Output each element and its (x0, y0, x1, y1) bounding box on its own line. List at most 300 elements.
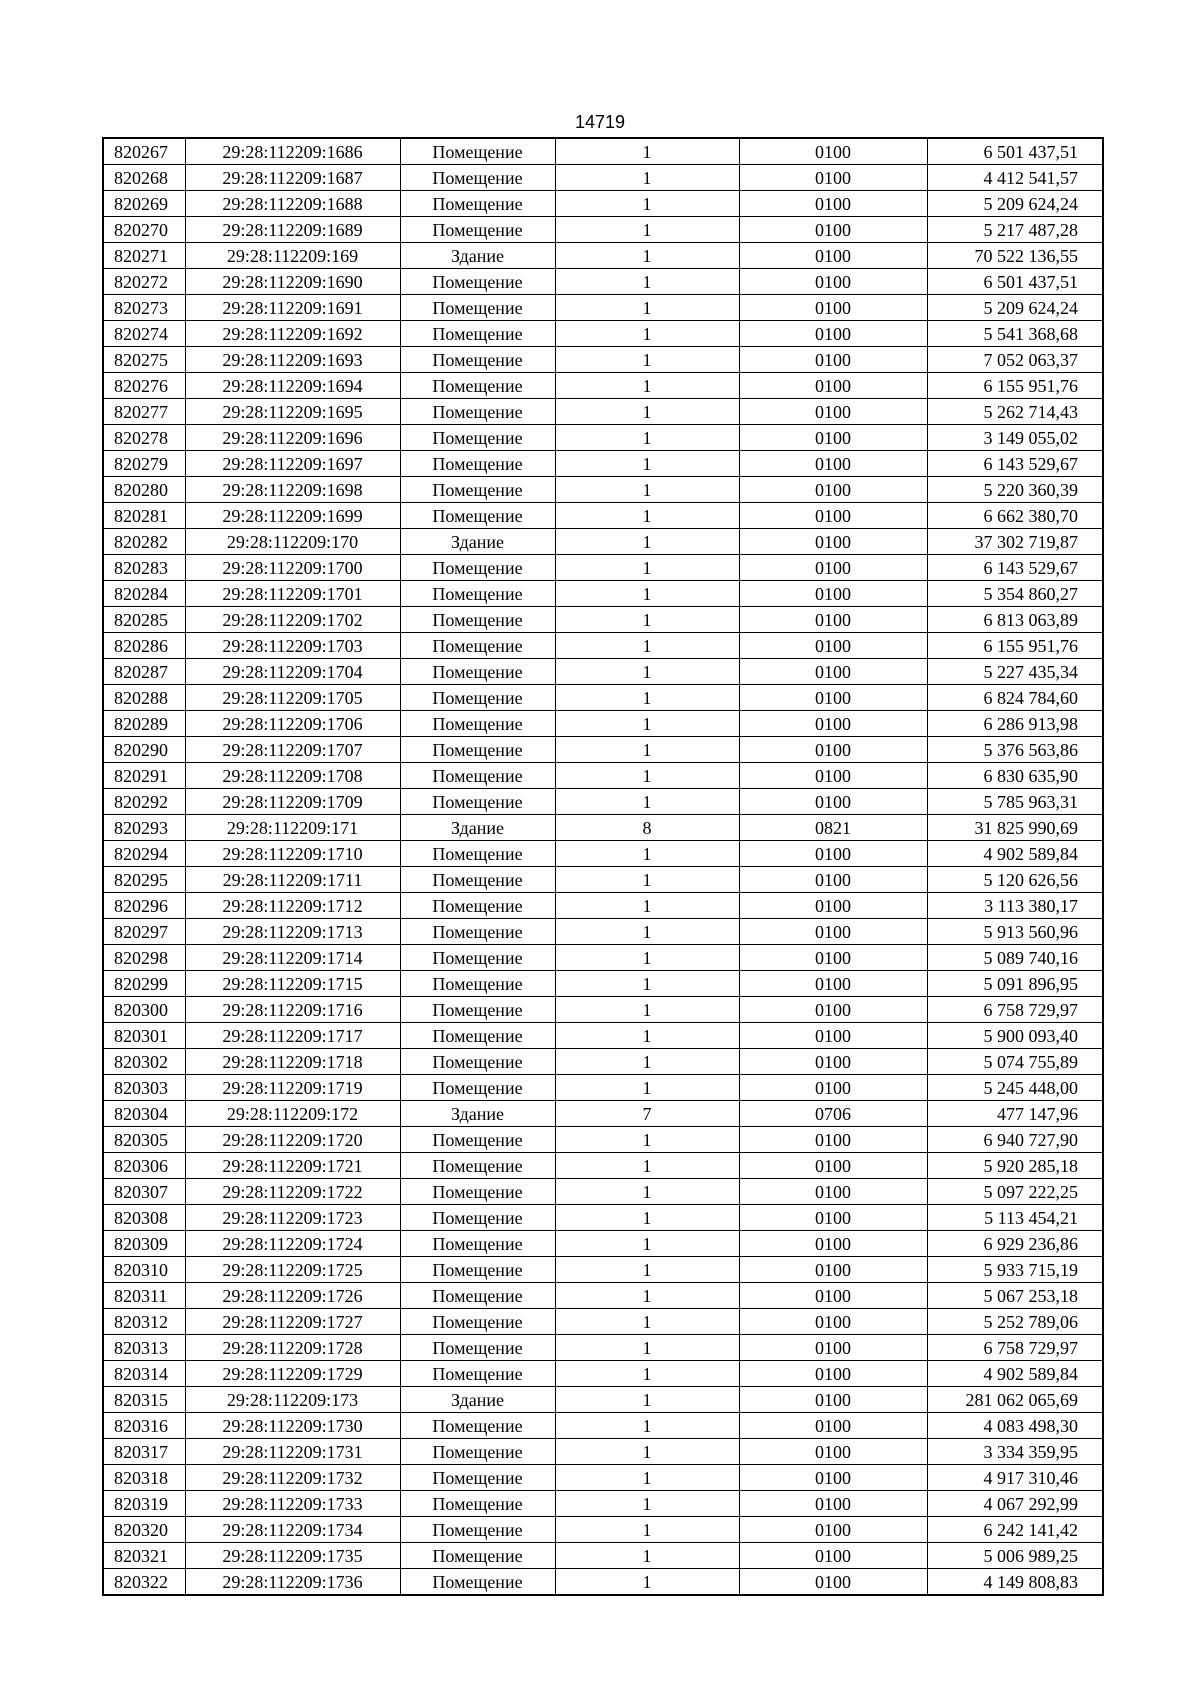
group-code-cell: 1 (555, 1231, 739, 1257)
row-number-cell: 820309 (103, 1231, 185, 1257)
object-type-cell: Здание (400, 529, 555, 555)
table-row (103, 269, 1103, 295)
cadastral-value-cell: 5 245 448,00 (927, 1075, 1103, 1101)
table-row (103, 477, 1103, 503)
subgroup-code-cell: 0100 (739, 685, 927, 711)
cadastral-value-cell: 6 155 951,76 (927, 373, 1103, 399)
object-type-cell: Помещение (400, 191, 555, 217)
subgroup-code-cell: 0100 (739, 1387, 927, 1413)
table-row (103, 1569, 1103, 1596)
table-row (103, 1439, 1103, 1465)
group-code-cell: 1 (555, 269, 739, 295)
cadastral-number-cell: 29:28:112209:1734 (185, 1517, 400, 1543)
cadastral-number-cell: 29:28:112209:171 (185, 815, 400, 841)
row-number-cell: 820280 (103, 477, 185, 503)
subgroup-code-cell: 0100 (739, 867, 927, 893)
table-row (103, 607, 1103, 633)
object-type-cell: Помещение (400, 1491, 555, 1517)
group-code-cell: 1 (555, 1205, 739, 1231)
row-number-cell: 820272 (103, 269, 185, 295)
row-number-cell: 820269 (103, 191, 185, 217)
subgroup-code-cell: 0100 (739, 1127, 927, 1153)
table-row (103, 789, 1103, 815)
subgroup-code-cell: 0100 (739, 1153, 927, 1179)
subgroup-code-cell: 0100 (739, 581, 927, 607)
object-type-cell: Помещение (400, 581, 555, 607)
group-code-cell: 1 (555, 295, 739, 321)
group-code-cell: 1 (555, 1413, 739, 1439)
row-number-cell: 820320 (103, 1517, 185, 1543)
object-type-cell: Помещение (400, 685, 555, 711)
cadastral-value-cell: 6 758 729,97 (927, 997, 1103, 1023)
group-code-cell: 1 (555, 841, 739, 867)
object-type-cell: Помещение (400, 1127, 555, 1153)
table-row (103, 1205, 1103, 1231)
cadastral-value-cell: 5 900 093,40 (927, 1023, 1103, 1049)
row-number-cell: 820283 (103, 555, 185, 581)
subgroup-code-cell: 0100 (739, 1543, 927, 1569)
table-row (103, 451, 1103, 477)
object-type-cell: Помещение (400, 1023, 555, 1049)
group-code-cell: 1 (555, 529, 739, 555)
group-code-cell: 1 (555, 789, 739, 815)
table-row (103, 191, 1103, 217)
group-code-cell: 1 (555, 581, 739, 607)
row-number-cell: 820322 (103, 1569, 185, 1596)
group-code-cell: 1 (555, 1543, 739, 1569)
object-type-cell: Помещение (400, 789, 555, 815)
subgroup-code-cell: 0100 (739, 607, 927, 633)
cadastral-number-cell: 29:28:112209:1686 (185, 138, 400, 165)
subgroup-code-cell: 0100 (739, 529, 927, 555)
object-type-cell: Помещение (400, 1361, 555, 1387)
cadastral-number-cell: 29:28:112209:1701 (185, 581, 400, 607)
cadastral-value-cell: 6 155 951,76 (927, 633, 1103, 659)
row-number-cell: 820281 (103, 503, 185, 529)
cadastral-value-cell: 5 113 454,21 (927, 1205, 1103, 1231)
table-row (103, 763, 1103, 789)
row-number-cell: 820298 (103, 945, 185, 971)
subgroup-code-cell: 0100 (739, 269, 927, 295)
group-code-cell: 8 (555, 815, 739, 841)
subgroup-code-cell: 0100 (739, 1465, 927, 1491)
cadastral-value-cell: 281 062 065,69 (927, 1387, 1103, 1413)
cadastral-value-cell: 6 501 437,51 (927, 138, 1103, 165)
cadastral-value-cell: 5 074 755,89 (927, 1049, 1103, 1075)
cadastral-number-cell: 29:28:112209:1732 (185, 1465, 400, 1491)
group-code-cell: 1 (555, 919, 739, 945)
cadastral-value-cell: 6 662 380,70 (927, 503, 1103, 529)
table-row (103, 685, 1103, 711)
row-number-cell: 820285 (103, 607, 185, 633)
table-row (103, 1049, 1103, 1075)
page-number: 14719 (574, 112, 626, 132)
group-code-cell: 1 (555, 451, 739, 477)
subgroup-code-cell: 0100 (739, 1361, 927, 1387)
cadastral-number-cell: 29:28:112209:1692 (185, 321, 400, 347)
subgroup-code-cell: 0100 (739, 425, 927, 451)
cadastral-value-cell: 5 262 714,43 (927, 399, 1103, 425)
object-type-cell: Помещение (400, 997, 555, 1023)
cadastral-value-cell: 4 917 310,46 (927, 1465, 1103, 1491)
subgroup-code-cell: 0100 (739, 1439, 927, 1465)
table-row (103, 243, 1103, 269)
object-type-cell: Здание (400, 1387, 555, 1413)
cadastral-value-cell: 37 302 719,87 (927, 529, 1103, 555)
cadastral-number-cell: 29:28:112209:1696 (185, 425, 400, 451)
group-code-cell: 1 (555, 1257, 739, 1283)
cadastral-value-cell: 5 067 253,18 (927, 1283, 1103, 1309)
row-number-cell: 820317 (103, 1439, 185, 1465)
row-number-cell: 820315 (103, 1387, 185, 1413)
cadastral-value-cell: 5 209 624,24 (927, 191, 1103, 217)
row-number-cell: 820273 (103, 295, 185, 321)
cadastral-number-cell: 29:28:112209:1711 (185, 867, 400, 893)
subgroup-code-cell: 0100 (739, 1517, 927, 1543)
row-number-cell: 820318 (103, 1465, 185, 1491)
subgroup-code-cell: 0100 (739, 451, 927, 477)
cadastral-number-cell: 29:28:112209:1698 (185, 477, 400, 503)
table-row (103, 1465, 1103, 1491)
cadastral-value-cell: 5 541 368,68 (927, 321, 1103, 347)
cadastral-value-cell: 5 252 789,06 (927, 1309, 1103, 1335)
cadastral-number-cell: 29:28:112209:1730 (185, 1413, 400, 1439)
cadastral-number-cell: 29:28:112209:1726 (185, 1283, 400, 1309)
object-type-cell: Помещение (400, 841, 555, 867)
cadastral-value-cell: 5 913 560,96 (927, 919, 1103, 945)
cadastral-number-cell: 29:28:112209:1725 (185, 1257, 400, 1283)
object-type-cell: Помещение (400, 893, 555, 919)
object-type-cell: Здание (400, 815, 555, 841)
table-row (103, 1517, 1103, 1543)
table-row (103, 1283, 1103, 1309)
cadastral-value-cell: 5 785 963,31 (927, 789, 1103, 815)
cadastral-value-cell: 5 089 740,16 (927, 945, 1103, 971)
row-number-cell: 820294 (103, 841, 185, 867)
cadastral-number-cell: 29:28:112209:169 (185, 243, 400, 269)
table-row (103, 711, 1103, 737)
cadastral-number-cell: 29:28:112209:170 (185, 529, 400, 555)
cadastral-number-cell: 29:28:112209:1733 (185, 1491, 400, 1517)
row-number-cell: 820304 (103, 1101, 185, 1127)
cadastral-value-cell: 31 825 990,69 (927, 815, 1103, 841)
group-code-cell: 1 (555, 607, 739, 633)
table-row (103, 217, 1103, 243)
group-code-cell: 1 (555, 867, 739, 893)
cadastral-value-cell: 5 209 624,24 (927, 295, 1103, 321)
subgroup-code-cell: 0100 (739, 659, 927, 685)
row-number-cell: 820299 (103, 971, 185, 997)
cadastral-number-cell: 29:28:112209:1697 (185, 451, 400, 477)
group-code-cell: 1 (555, 1283, 739, 1309)
group-code-cell: 1 (555, 633, 739, 659)
group-code-cell: 1 (555, 945, 739, 971)
subgroup-code-cell: 0100 (739, 347, 927, 373)
row-number-cell: 820295 (103, 867, 185, 893)
row-number-cell: 820275 (103, 347, 185, 373)
table-row (103, 399, 1103, 425)
subgroup-code-cell: 0100 (739, 138, 927, 165)
object-type-cell: Помещение (400, 1231, 555, 1257)
subgroup-code-cell: 0100 (739, 763, 927, 789)
cadastral-number-cell: 29:28:112209:1695 (185, 399, 400, 425)
cadastral-value-cell: 70 522 136,55 (927, 243, 1103, 269)
cadastral-value-cell: 4 412 541,57 (927, 165, 1103, 191)
group-code-cell: 1 (555, 1127, 739, 1153)
table-row (103, 555, 1103, 581)
row-number-cell: 820289 (103, 711, 185, 737)
cadastral-value-cell: 6 830 635,90 (927, 763, 1103, 789)
object-type-cell: Помещение (400, 165, 555, 191)
object-type-cell: Помещение (400, 1569, 555, 1596)
table-row (103, 1101, 1103, 1127)
object-type-cell: Помещение (400, 1075, 555, 1101)
subgroup-code-cell: 0100 (739, 399, 927, 425)
object-type-cell: Помещение (400, 1257, 555, 1283)
cadastral-number-cell: 29:28:112209:1706 (185, 711, 400, 737)
cadastral-number-cell: 29:28:112209:1724 (185, 1231, 400, 1257)
cadastral-value-cell: 6 143 529,67 (927, 451, 1103, 477)
row-number-cell: 820297 (103, 919, 185, 945)
subgroup-code-cell: 0100 (739, 1491, 927, 1517)
row-number-cell: 820307 (103, 1179, 185, 1205)
cadastral-number-cell: 29:28:112209:1721 (185, 1153, 400, 1179)
row-number-cell: 820267 (103, 138, 185, 165)
table-row (103, 373, 1103, 399)
table-row (103, 815, 1103, 841)
subgroup-code-cell: 0100 (739, 1231, 927, 1257)
row-number-cell: 820278 (103, 425, 185, 451)
object-type-cell: Помещение (400, 867, 555, 893)
group-code-cell: 1 (555, 1491, 739, 1517)
cadastral-number-cell: 29:28:112209:1709 (185, 789, 400, 815)
row-number-cell: 820302 (103, 1049, 185, 1075)
row-number-cell: 820284 (103, 581, 185, 607)
group-code-cell: 1 (555, 425, 739, 451)
cadastral-value-cell: 3 113 380,17 (927, 893, 1103, 919)
row-number-cell: 820276 (103, 373, 185, 399)
group-code-cell: 1 (555, 477, 739, 503)
table-row (103, 425, 1103, 451)
object-type-cell: Помещение (400, 347, 555, 373)
subgroup-code-cell: 0100 (739, 789, 927, 815)
subgroup-code-cell: 0100 (739, 1075, 927, 1101)
row-number-cell: 820303 (103, 1075, 185, 1101)
row-number-cell: 820321 (103, 1543, 185, 1569)
group-code-cell: 1 (555, 737, 739, 763)
table-row (103, 1023, 1103, 1049)
table-row (103, 971, 1103, 997)
object-type-cell: Помещение (400, 1335, 555, 1361)
cadastral-value-cell: 6 824 784,60 (927, 685, 1103, 711)
subgroup-code-cell: 0100 (739, 919, 927, 945)
object-type-cell: Помещение (400, 1413, 555, 1439)
object-type-cell: Помещение (400, 425, 555, 451)
group-code-cell: 1 (555, 711, 739, 737)
subgroup-code-cell: 0100 (739, 945, 927, 971)
row-number-cell: 820291 (103, 763, 185, 789)
object-type-cell: Помещение (400, 1049, 555, 1075)
cadastral-number-cell: 29:28:112209:1687 (185, 165, 400, 191)
cadastral-number-cell: 29:28:112209:1704 (185, 659, 400, 685)
cadastral-value-cell: 3 149 055,02 (927, 425, 1103, 451)
group-code-cell: 1 (555, 1049, 739, 1075)
object-type-cell: Помещение (400, 503, 555, 529)
cadastral-number-cell: 29:28:112209:1689 (185, 217, 400, 243)
cadastral-value-cell: 5 354 860,27 (927, 581, 1103, 607)
cadastral-number-cell: 29:28:112209:1705 (185, 685, 400, 711)
subgroup-code-cell: 0100 (739, 1309, 927, 1335)
object-type-cell: Помещение (400, 399, 555, 425)
subgroup-code-cell: 0100 (739, 971, 927, 997)
object-type-cell: Здание (400, 1101, 555, 1127)
table-row (103, 529, 1103, 555)
cadastral-value-cell: 6 242 141,42 (927, 1517, 1103, 1543)
object-type-cell: Помещение (400, 1309, 555, 1335)
row-number-cell: 820308 (103, 1205, 185, 1231)
cadastral-number-cell: 29:28:112209:1702 (185, 607, 400, 633)
table-row (103, 945, 1103, 971)
group-code-cell: 1 (555, 1517, 739, 1543)
row-number-cell: 820288 (103, 685, 185, 711)
object-type-cell: Помещение (400, 138, 555, 165)
cadastral-value-cell: 5 220 360,39 (927, 477, 1103, 503)
object-type-cell: Помещение (400, 217, 555, 243)
cadastral-number-cell: 29:28:112209:1719 (185, 1075, 400, 1101)
cadastral-number-cell: 29:28:112209:1710 (185, 841, 400, 867)
cadastral-value-cell: 4 149 808,83 (927, 1569, 1103, 1596)
subgroup-code-cell: 0100 (739, 1205, 927, 1231)
subgroup-code-cell: 0100 (739, 217, 927, 243)
subgroup-code-cell: 0100 (739, 243, 927, 269)
cadastral-value-cell: 6 143 529,67 (927, 555, 1103, 581)
table-row (103, 919, 1103, 945)
cadastral-number-cell: 29:28:112209:1708 (185, 763, 400, 789)
cadastral-value-cell: 477 147,96 (927, 1101, 1103, 1127)
table-row (103, 1387, 1103, 1413)
group-code-cell: 1 (555, 243, 739, 269)
cadastral-value-cell: 4 902 589,84 (927, 1361, 1103, 1387)
cadastral-number-cell: 29:28:112209:1691 (185, 295, 400, 321)
object-type-cell: Помещение (400, 737, 555, 763)
table-row (103, 1491, 1103, 1517)
row-number-cell: 820319 (103, 1491, 185, 1517)
group-code-cell: 1 (555, 1439, 739, 1465)
cadastral-number-cell: 29:28:112209:1715 (185, 971, 400, 997)
group-code-cell: 1 (555, 138, 739, 165)
table-row (103, 1231, 1103, 1257)
row-number-cell: 820296 (103, 893, 185, 919)
subgroup-code-cell: 0100 (739, 555, 927, 581)
table-row (103, 165, 1103, 191)
group-code-cell: 1 (555, 399, 739, 425)
table-body (103, 138, 1103, 1595)
object-type-cell: Помещение (400, 1517, 555, 1543)
group-code-cell: 1 (555, 1387, 739, 1413)
table-row (103, 867, 1103, 893)
table-row (103, 659, 1103, 685)
row-number-cell: 820279 (103, 451, 185, 477)
subgroup-code-cell: 0100 (739, 1283, 927, 1309)
cadastral-number-cell: 29:28:112209:1693 (185, 347, 400, 373)
cadastral-number-cell: 29:28:112209:1722 (185, 1179, 400, 1205)
cadastral-value-table (102, 137, 1104, 1596)
row-number-cell: 820268 (103, 165, 185, 191)
cadastral-value-cell: 5 933 715,19 (927, 1257, 1103, 1283)
cadastral-number-cell: 29:28:112209:173 (185, 1387, 400, 1413)
cadastral-value-cell: 6 758 729,97 (927, 1335, 1103, 1361)
row-number-cell: 820287 (103, 659, 185, 685)
object-type-cell: Помещение (400, 451, 555, 477)
row-number-cell: 820316 (103, 1413, 185, 1439)
cadastral-number-cell: 29:28:112209:1703 (185, 633, 400, 659)
object-type-cell: Помещение (400, 945, 555, 971)
object-type-cell: Помещение (400, 321, 555, 347)
group-code-cell: 1 (555, 373, 739, 399)
row-number-cell: 820271 (103, 243, 185, 269)
row-number-cell: 820301 (103, 1023, 185, 1049)
row-number-cell: 820293 (103, 815, 185, 841)
object-type-cell: Помещение (400, 373, 555, 399)
row-number-cell: 820305 (103, 1127, 185, 1153)
subgroup-code-cell: 0100 (739, 737, 927, 763)
table-row (103, 841, 1103, 867)
table-row (103, 1127, 1103, 1153)
table-row (103, 347, 1103, 373)
object-type-cell: Помещение (400, 555, 555, 581)
cadastral-value-cell: 5 376 563,86 (927, 737, 1103, 763)
object-type-cell: Помещение (400, 295, 555, 321)
subgroup-code-cell: 0100 (739, 165, 927, 191)
object-type-cell: Помещение (400, 477, 555, 503)
object-type-cell: Помещение (400, 1153, 555, 1179)
cadastral-number-cell: 29:28:112209:1720 (185, 1127, 400, 1153)
row-number-cell: 820314 (103, 1361, 185, 1387)
row-number-cell: 820313 (103, 1335, 185, 1361)
row-number-cell: 820290 (103, 737, 185, 763)
cadastral-value-cell: 6 940 727,90 (927, 1127, 1103, 1153)
row-number-cell: 820277 (103, 399, 185, 425)
subgroup-code-cell: 0100 (739, 1179, 927, 1205)
row-number-cell: 820312 (103, 1309, 185, 1335)
object-type-cell: Помещение (400, 763, 555, 789)
table-row (103, 737, 1103, 763)
cadastral-value-cell: 4 902 589,84 (927, 841, 1103, 867)
cadastral-number-cell: 29:28:112209:172 (185, 1101, 400, 1127)
cadastral-number-cell: 29:28:112209:1731 (185, 1439, 400, 1465)
group-code-cell: 1 (555, 321, 739, 347)
group-code-cell: 7 (555, 1101, 739, 1127)
table-row (103, 893, 1103, 919)
object-type-cell: Помещение (400, 607, 555, 633)
subgroup-code-cell: 0100 (739, 711, 927, 737)
group-code-cell: 1 (555, 347, 739, 373)
table-row (103, 1309, 1103, 1335)
subgroup-code-cell: 0100 (739, 997, 927, 1023)
group-code-cell: 1 (555, 1023, 739, 1049)
subgroup-code-cell: 0100 (739, 1257, 927, 1283)
subgroup-code-cell: 0100 (739, 477, 927, 503)
row-number-cell: 820306 (103, 1153, 185, 1179)
cadastral-number-cell: 29:28:112209:1717 (185, 1023, 400, 1049)
subgroup-code-cell: 0100 (739, 373, 927, 399)
subgroup-code-cell: 0100 (739, 633, 927, 659)
cadastral-value-cell: 3 334 359,95 (927, 1439, 1103, 1465)
object-type-cell: Помещение (400, 711, 555, 737)
row-number-cell: 820310 (103, 1257, 185, 1283)
cadastral-value-cell: 5 120 626,56 (927, 867, 1103, 893)
cadastral-number-cell: 29:28:112209:1688 (185, 191, 400, 217)
